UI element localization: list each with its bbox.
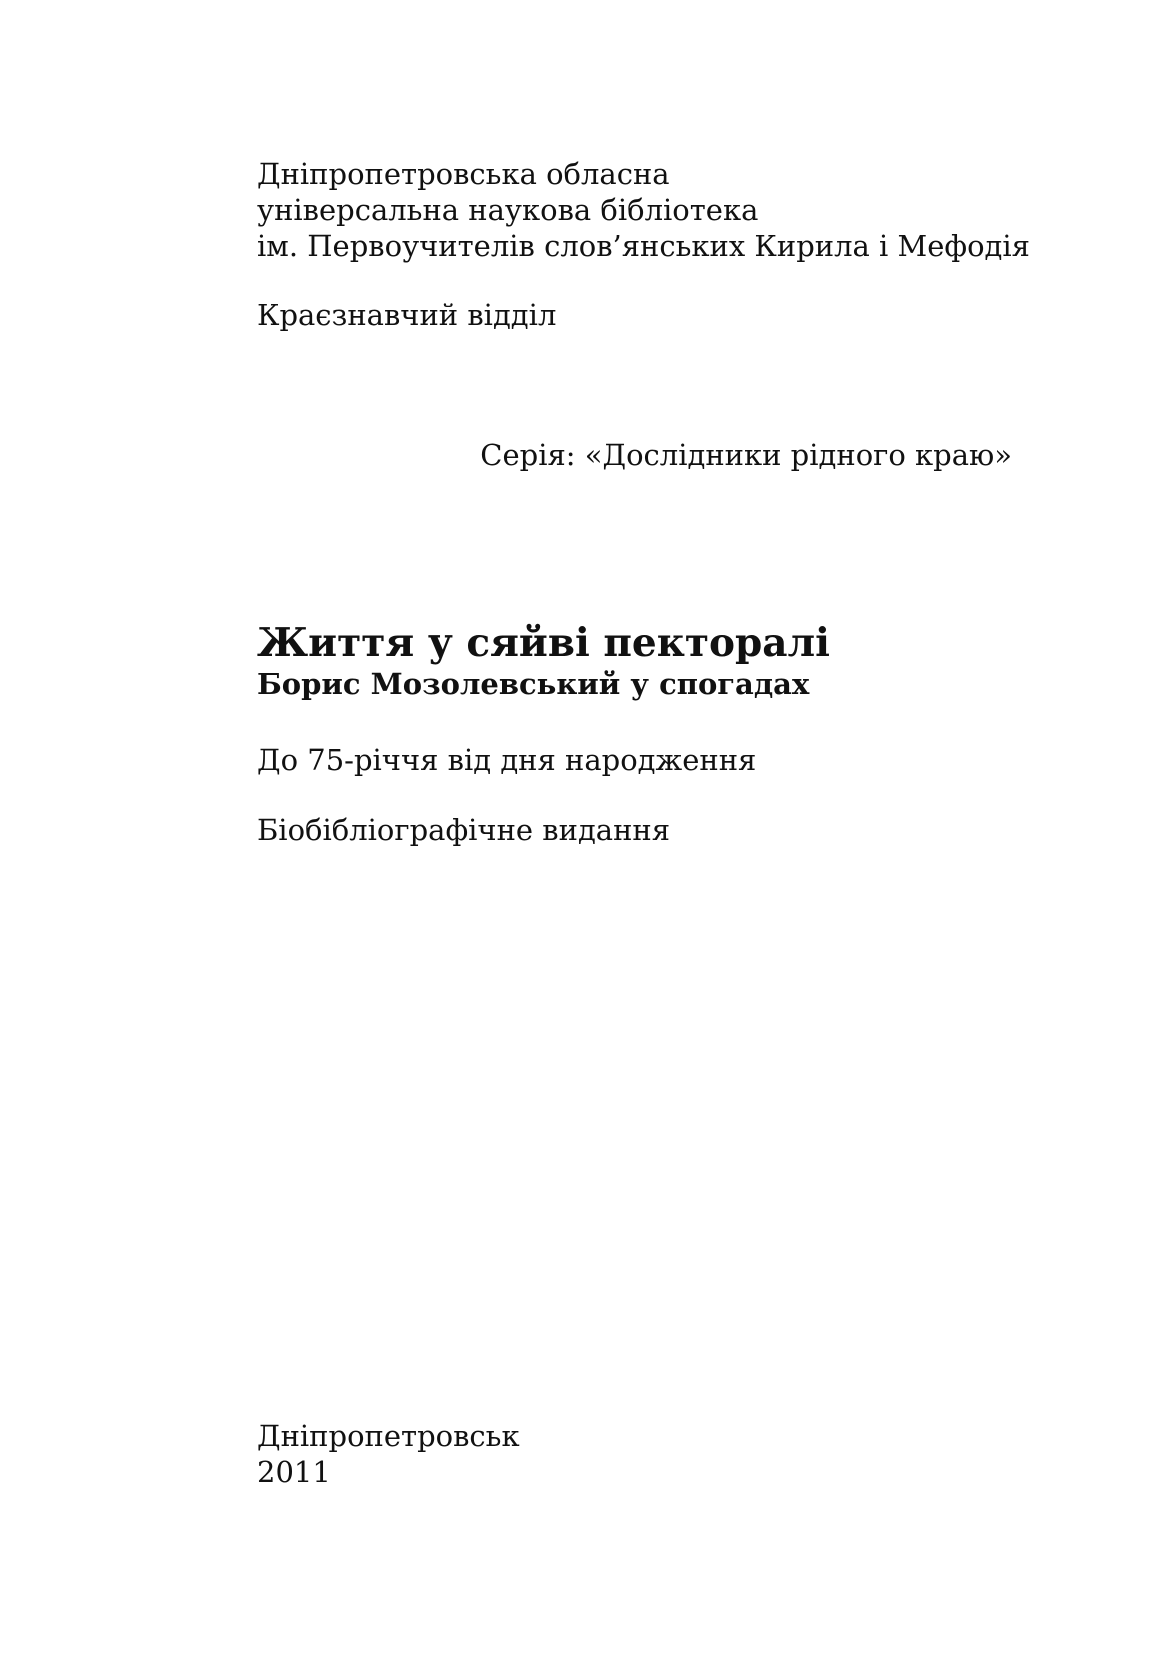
anniversary-note: До 75-річчя від дня народження	[257, 743, 757, 777]
imprint-city: Дніпропетровськ	[257, 1419, 520, 1453]
publisher-line-2: універсальна наукова бібліотека	[257, 193, 759, 227]
anniversary-block	[257, 742, 756, 778]
book-subtitle: Борис Мозолевський у спогадах	[257, 667, 810, 701]
publisher-line-3: ім. Первоучителів слов’янських Кирила і Мефодія	[257, 229, 1030, 263]
imprint-block	[257, 1418, 520, 1490]
imprint-year: 2011	[257, 1455, 331, 1489]
publisher-block	[257, 156, 1030, 264]
edition-type: Біобібліографічне видання	[257, 813, 671, 847]
series-label: Серія: «Дослідники рідного краю»	[480, 438, 1012, 472]
book-title: Життя у сяйві пекторалі	[257, 620, 830, 666]
department-name: Краєзнавчий відділ	[257, 298, 557, 332]
edition-type-block	[257, 812, 670, 848]
department-block	[257, 297, 556, 333]
publisher-line-1: Дніпропетровська обласна	[257, 157, 670, 191]
title-block	[257, 620, 830, 702]
